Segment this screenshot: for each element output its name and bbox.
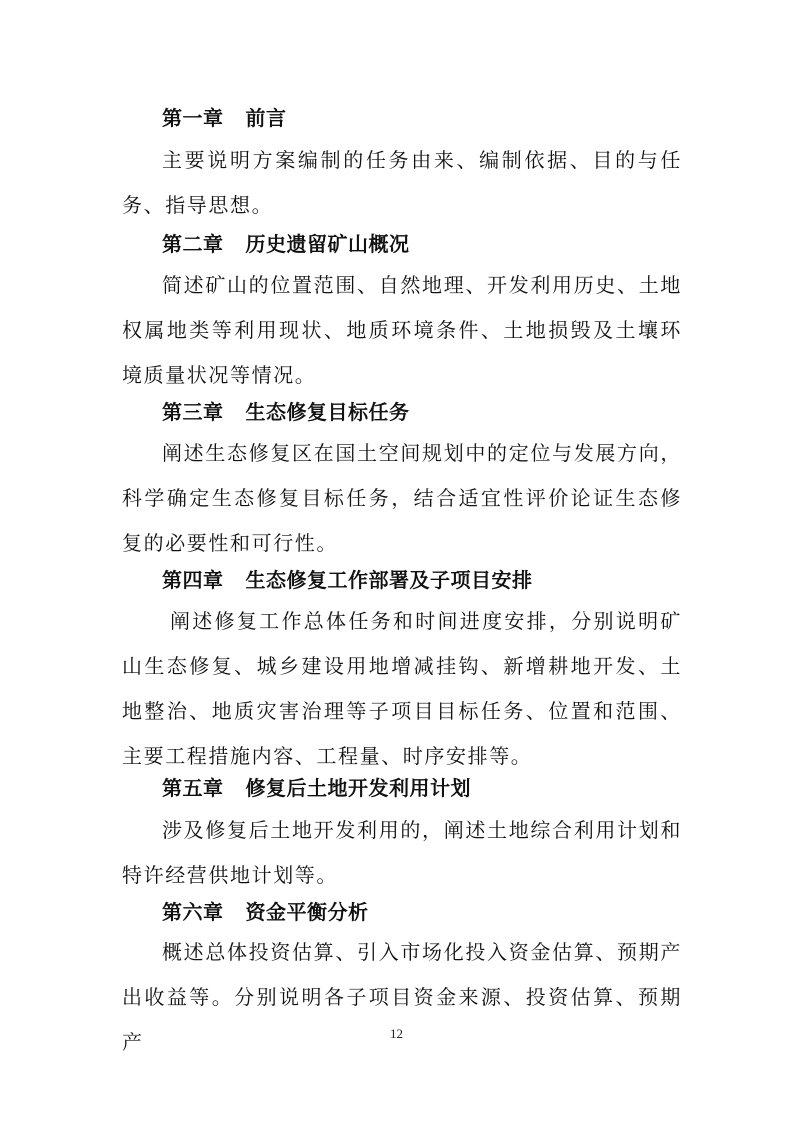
page-number: 12 (390, 1026, 403, 1041)
chapter-2-title: 历史遗留矿山概况 (245, 232, 410, 256)
chapter-4-title: 生态修复工作部署及子项目安排 (245, 568, 533, 592)
chapter-6-paragraph: 概述总体投资估算、引入市场化投入资金估算、预期产出收益等。分别说明各子项目资金来源、投资估算、预期产 (122, 940, 682, 1054)
chapter-4-heading (122, 566, 722, 594)
chapter-1-title: 前言 (245, 106, 287, 130)
chapter-6-number: 第六章 (162, 900, 224, 924)
chapter-5-heading (122, 774, 722, 802)
chapter-5-number: 第五章 (162, 776, 224, 800)
chapter-3-heading (122, 398, 722, 426)
chapter-4-paragraph: 阐述修复工作总体任务和时间进度安排，分别说明矿山生态修复、城乡建设用地增减挂钩、新增耕地开发、土地整治、地质灾害治理等子项目目标任务、位置和范围、主要工程措施内容、工程量、时序安排等。 (122, 609, 682, 768)
chapter-2-paragraph: 简述矿山的位置范围、自然地理、开发利用历史、土地权属地类等利用现状、地质环境条件、土地损毁及土壤环境质量状况等情况。 (122, 273, 682, 387)
chapter-4-number: 第四章 (162, 568, 224, 592)
chapter-3-number: 第三章 (162, 400, 224, 424)
chapter-5-title: 修复后土地开发利用计划 (245, 776, 471, 800)
chapter-1-paragraph: 主要说明方案编制的任务由来、编制依据、目的与任务、指导思想。 (122, 148, 682, 217)
chapter-6-heading (122, 898, 722, 926)
chapter-2-number: 第二章 (162, 232, 224, 256)
chapter-3-title: 生态修复目标任务 (245, 400, 410, 424)
chapter-1-number: 第一章 (162, 106, 224, 130)
chapter-3-paragraph: 阐述生态修复区在国土空间规划中的定位与发展方向，科学确定生态修复目标任务，结合适宜性评价论证生态修复的必要性和可行性。 (122, 441, 682, 555)
chapter-5-paragraph: 涉及修复后土地开发利用的，阐述土地综合利用计划和特许经营供地计划等。 (122, 818, 682, 887)
chapter-1-heading (122, 104, 722, 132)
chapter-6-title: 资金平衡分析 (245, 900, 369, 924)
chapter-2-heading (122, 230, 722, 258)
